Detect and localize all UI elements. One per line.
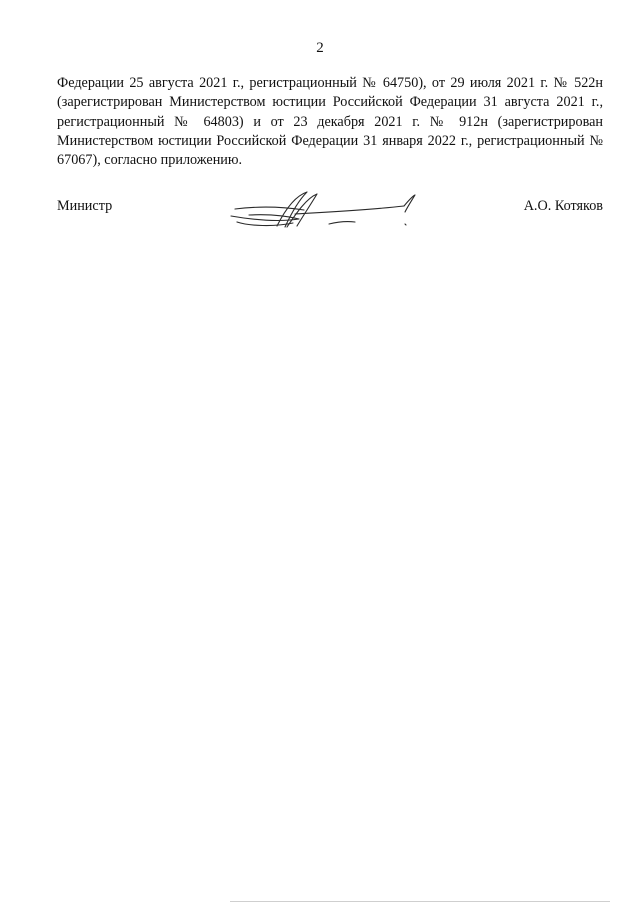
page-number: 2 (316, 40, 324, 56)
signature-block (57, 186, 603, 236)
signatory-title: Министр (57, 198, 113, 214)
signatory-name: А.О. Котяков (523, 198, 603, 214)
scan-edge-line (230, 901, 610, 902)
body-paragraph: Федерации 25 августа 2021 г., регистрационный № 64750), от 29 июля 2021 г. № 522н (зарегистрирован Министерством юстиции Российской Федерации 31 августа 2021 г., регистрационный № 64803) и от 23 декабря 2021 г. № 912н (зарегистрирован Министерством юстиции Российской Федерации 31 января 2022 г., регистрационный № 67067), согласно приложению. (57, 75, 603, 169)
handwritten-signature (229, 186, 424, 236)
